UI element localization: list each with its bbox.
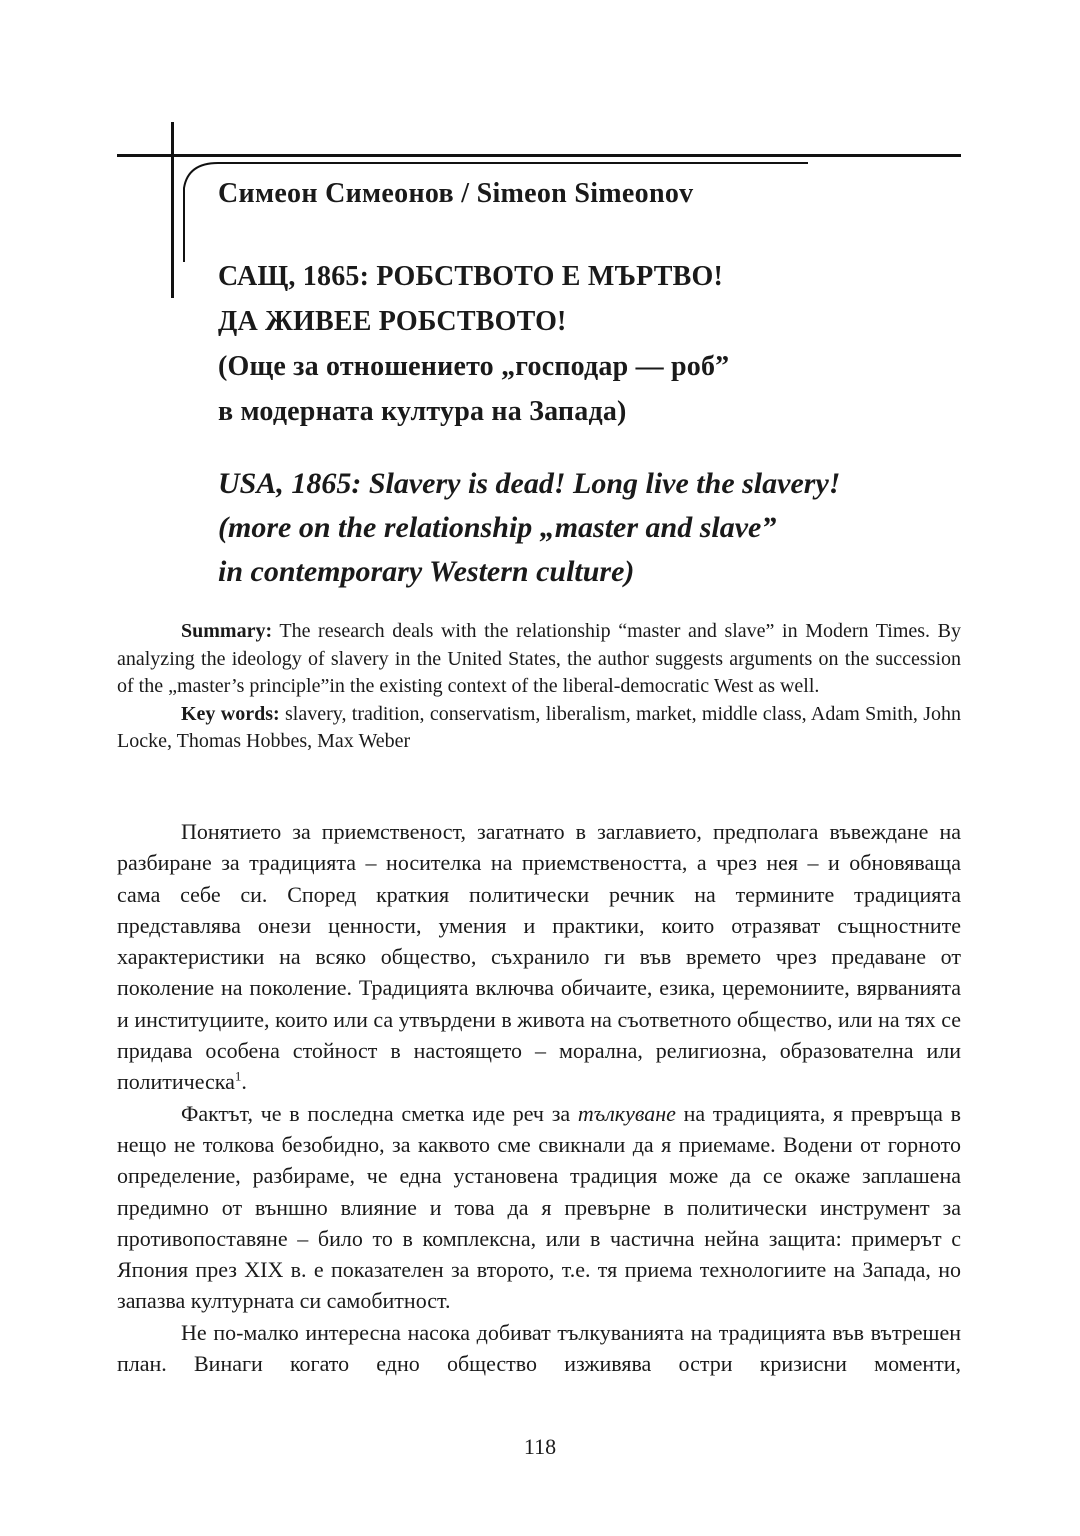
summary-paragraph bbox=[117, 618, 961, 701]
body-paragraph-1 bbox=[117, 816, 961, 1098]
paragraph-text: Не по-малко интересна насока добиват тълкуванията на традицията във вътрешен план. Винаги когато едно общество изживява остри кризисни моменти, bbox=[117, 1319, 961, 1377]
title-bg-line: ДА ЖИВЕЕ РОБСТВОТО! bbox=[218, 306, 567, 337]
title-en-line: (more on the relationship „master and slave” bbox=[218, 511, 777, 544]
paragraph-text: на традицията, я превръща в нещо не толкова безобидно, за каквото сме свикнали да я приемаме. Водени от горното определение, разбираме, че една установена традиция може да се окаже заплашена предимно от външно влияние и това да я превърне в политически инструмент за противопоставяне – било то в комплексна, или в частична нейна защита: примерът с Япония през XIX в. е показателен за второто, т.е. тя приема технологиите на Запада, но запазва културната си самобитност. bbox=[117, 1100, 962, 1314]
author-line: Симеон Симеонов / Simeon Simeonov bbox=[218, 178, 694, 209]
keywords-label: Key words: bbox=[181, 702, 280, 725]
body-paragraph-3 bbox=[117, 1317, 961, 1380]
title-bg-line: САЩ, 1865: РОБСТВОТО Е МЪРТВО! bbox=[218, 261, 724, 292]
footnote-ref[interactable]: 1 bbox=[234, 1069, 242, 1085]
summary-block bbox=[117, 618, 961, 756]
paragraph-text: Фактът, че в последна сметка иде реч за bbox=[181, 1100, 578, 1126]
body-paragraph-2 bbox=[117, 1098, 961, 1317]
title-bulgarian bbox=[218, 254, 998, 434]
keywords-paragraph bbox=[117, 701, 961, 756]
emphasis-term: тълкуване bbox=[577, 1100, 676, 1126]
title-en-line: USA, 1865: Slavery is dead! Long live the slavery! bbox=[218, 467, 841, 500]
paragraph-text: Понятието за приемственост, загатнато в заглавието, предполага въвеждане на разбиране за традицията – носителка на приемствеността, а чрез нея – и обновяваща сама себе си. Според краткия политически речник на термините традицията представлява онези ценности, умения и практики, които отразяват същностните характеристики на всяко общество, съхранило ги във времето чрез предаване от поколение на поколение. Традицията включва обичаите, езика, церемониите, вярванията и институциите, които или са утвърдени в живота на съответното общество, или на тях се придава особена стойност в настоящето – морална, религиозна, образователна или политическа bbox=[117, 819, 961, 1095]
title-bg-line: (Още за отношението „господар — роб” bbox=[218, 351, 730, 382]
title-english bbox=[218, 462, 1018, 594]
title-en-line: in contemporary Western culture) bbox=[218, 555, 635, 588]
title-bg-line: в модерната култура на Запада) bbox=[218, 396, 627, 427]
summary-text: The research deals with the relationship “master and slave” in Modern Times. By analyzing the ideology of slavery in the United States, the author suggests arguments on the succession of the „master’s principle”in the existing context of the liberal-democratic West as well. bbox=[117, 620, 961, 697]
article-body bbox=[117, 816, 961, 1379]
paragraph-end: . bbox=[241, 1069, 247, 1095]
page-number: 118 bbox=[523, 1434, 557, 1459]
summary-label: Summary: bbox=[181, 620, 273, 642]
keywords-text: slavery, tradition, conservatism, liberalism, market, middle class, Adam Smith, John Locke, Thomas Hobbes, Max Weber bbox=[117, 702, 961, 752]
